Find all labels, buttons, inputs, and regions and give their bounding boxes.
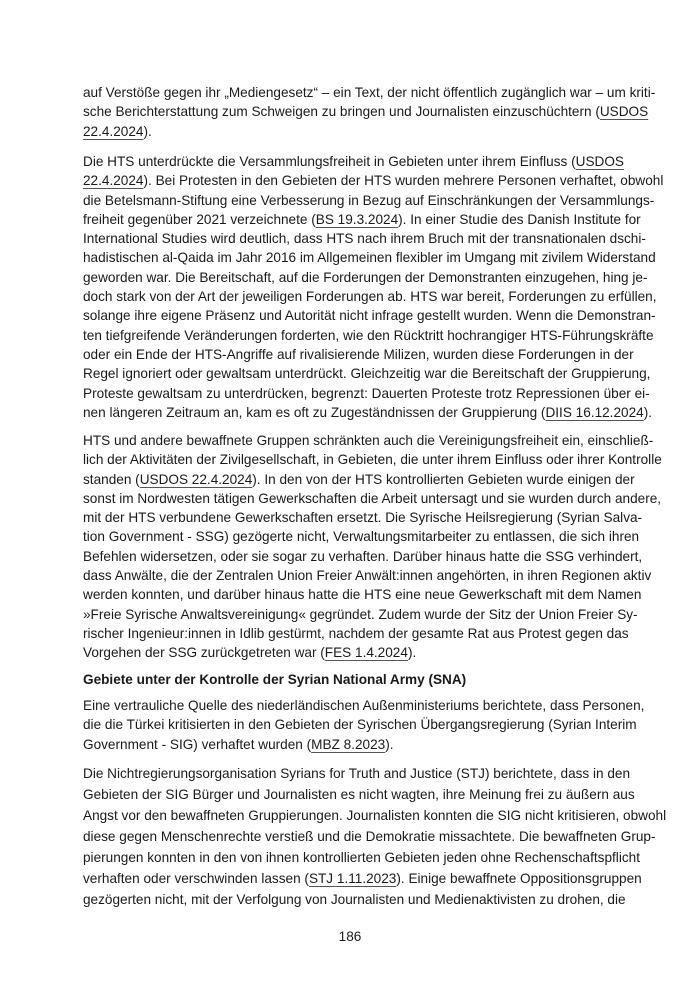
paragraph-association-freedom: [83, 431, 662, 663]
text-line: [83, 384, 650, 403]
text-segment: solange ihre eigene Präsenz und Autorität nicht infrage gestellt wurden. Wenn die Demonstran-: [83, 308, 656, 324]
text-segment: Die Nichtregierungsorganisation Syrians for Truth and Justice (STJ) berichtete, dass in den: [83, 766, 631, 781]
text-line: [83, 83, 656, 102]
source-citation-link[interactable]: BS 19.3.2024: [315, 211, 399, 227]
text-line: [83, 248, 656, 267]
text-segment: pierungen konnten in den von ihnen kontrollierten Gebieten jeden ohne Rechenschaftspflicht: [83, 850, 640, 865]
text-segment: ).: [143, 123, 152, 139]
text-line: [83, 152, 624, 171]
source-citation-link[interactable]: USDOS 22.4.2024: [139, 471, 253, 487]
text-line: [83, 403, 653, 422]
text-line: [83, 889, 626, 910]
text-segment: standen (: [83, 471, 140, 487]
text-segment: sonst im Nordwesten tätigen Gewerkschaften die Arbeit untersagt und sie wurden durch andere,: [83, 490, 662, 506]
text-segment: gezögerten nicht, mit der Verfolgung von Journalisten und Medienaktivisten zu drohen, die: [83, 892, 626, 907]
text-segment: ).: [643, 404, 653, 420]
text-line: [83, 306, 656, 325]
text-segment: sche Berichterstattung zum Schweigen zu bringen und Journalisten einzuschüchtern (: [83, 104, 600, 120]
text-segment: ). Einige bewaffnete Oppositionsgruppen: [396, 871, 642, 886]
text-line: [83, 566, 652, 585]
text-line: [83, 489, 662, 508]
text-line: [83, 735, 618, 754]
text-line: [83, 605, 638, 624]
text-segment: dass Anwälte, die der Zentralen Union Freier Anwält:innen angehörten, in ihren Regionen aktiv: [83, 568, 652, 584]
text-segment: verhaften oder verschwinden lassen (: [83, 871, 309, 886]
text-segment: Eine vertrauliche Quelle des niederländischen Außenministeriums berichtete, dass Personen,: [83, 698, 645, 713]
text-line: [83, 527, 640, 546]
text-segment: HTS und andere bewaffnete Gruppen schränkten auch die Vereinigungsfreiheit ein, einschließ-: [83, 433, 654, 448]
paragraph-sig-arrests: [83, 696, 645, 754]
text-line: [83, 191, 655, 210]
text-line: [83, 585, 642, 604]
text-segment: Government - SIG) verhaftet wurden (: [83, 736, 312, 752]
paragraph-stj-report: [83, 763, 667, 910]
text-segment: nen längeren Zeitraum an, kam es oft zu Zugeständnissen der Gruppierung (: [83, 404, 546, 420]
text-segment: die Betelsmann-Stiftung eine Verbesserung in Bezug auf Einschränkungen der Versammlungs-: [83, 192, 655, 208]
text-line: [83, 431, 654, 450]
text-segment: Befehlen widersetzen, oder sie sogar zu verhaften. Darüber hinaus hatte die SSG verhindert,: [83, 548, 643, 564]
text-line: [83, 763, 631, 784]
source-citation-link[interactable]: FES 1.4.2024: [324, 645, 408, 661]
source-citation-link[interactable]: STJ 1.11.2023: [308, 871, 397, 886]
text-line: [83, 345, 634, 364]
text-line: [83, 450, 662, 469]
paragraph-assembly-freedom: [83, 152, 664, 422]
text-line: [83, 847, 640, 868]
section-heading: Gebiete unter der Kontrolle der Syrian National Army (SNA): [83, 672, 467, 687]
text-segment: geworden war. Die Bereitschaft, auf die Forderungen der Demonstranten einzugehen, hing je-: [83, 269, 648, 285]
paragraph-media-law: [83, 83, 656, 141]
text-line: [83, 715, 637, 734]
text-line: [83, 547, 643, 566]
text-segment: Gebieten der SIG Bürger und Journalisten es nicht wagten, ihre Meinung frei zu äußern aus: [83, 787, 635, 802]
text-segment: International Studies wird deutlich, dass HTS nach ihrem Bruch mit der transnationalen dschi-: [83, 231, 646, 247]
text-segment: hadistischen al-Qaida im Jahr 2016 im Allgemeinen flexibler im Umgang mit zivilem Widerstand: [83, 250, 656, 266]
text-segment: ). In den von der HTS kontrollierten Gebieten wurde einigen der: [252, 471, 635, 487]
text-segment: oder ein Ende der HTS-Angriffe auf rivalisierende Milizen, wurden diese Forderungen in der: [83, 346, 634, 362]
text-segment: auf Verstöße gegen ihr „Mediengesetz“ – ein Text, der nicht öffentlich zugänglich war – um kriti-: [83, 85, 656, 100]
source-citation-link[interactable]: MBZ 8.2023: [311, 736, 386, 752]
text-line: [83, 364, 651, 383]
text-segment: ).: [385, 736, 394, 752]
text-line: [83, 102, 649, 121]
text-line: [83, 122, 618, 141]
text-segment: tion Government - SSG) gezögerte nicht, Verwaltungsmitarbeiter zu entlassen, die sich ihren: [83, 529, 640, 545]
text-line: [83, 210, 641, 229]
text-segment: werden konnten, und darüber hinaus hatte die HTS eine neue Gewerkschaft mit dem Namen: [83, 587, 642, 603]
text-segment: rischer Ingenieur:innen in Idlib gestürmt, nachdem der gesamte Rat aus Protest gegen das: [83, 625, 629, 641]
text-segment: freiheit gegenüber 2021 verzeichnete (: [83, 211, 316, 227]
text-segment: ten tiefgreifende Veränderungen forderten, wie den Rücktritt hochrangiger HTS-Führungskräfte: [83, 327, 654, 343]
text-segment: doch stark von der Art der jeweiligen Forderungen ab. HTS war bereit, Forderungen zu erfüllen,: [83, 289, 657, 305]
text-line: [83, 326, 654, 345]
source-citation-link[interactable]: DIIS 16.12.2024: [545, 404, 644, 420]
text-line: [83, 826, 656, 847]
text-line: [83, 171, 664, 190]
text-line: [83, 643, 618, 662]
text-line: [83, 287, 657, 306]
text-segment: Die HTS unterdrückte die Versammlungsfreiheit in Gebieten unter ihrem Einfluss (: [83, 154, 576, 169]
text-line: [83, 868, 642, 889]
text-line: [83, 624, 629, 643]
text-segment: ). In einer Studie des Danish Institute for: [398, 211, 641, 227]
text-segment: die die Türkei kritisierten in den Gebieten der Syrischen Übergangsregierung (Syrian Interim: [83, 717, 637, 733]
text-line: [83, 696, 645, 715]
source-citation-link[interactable]: USDOS: [599, 104, 649, 120]
text-segment: ).: [407, 645, 417, 661]
text-segment: ). Bei Protesten in den Gebieten der HTS wurden mehrere Personen verhaftet, obwohl: [143, 173, 664, 189]
text-segment: »Freie Syrische Anwaltsvereinigung« gegründet. Zudem wurde der Sitz der Union Freier Sy-: [83, 606, 638, 622]
text-line: [83, 470, 635, 489]
text-segment: Regel ignoriert oder gewaltsam unterdrückt. Gleichzeitig war die Bereitschaft der Gruppierung,: [83, 366, 651, 382]
text-line: [83, 268, 648, 287]
text-line: [83, 508, 643, 527]
page-number: 186: [338, 929, 362, 944]
source-citation-link[interactable]: 22.4.2024: [83, 173, 144, 189]
source-citation-link[interactable]: 22.4.2024: [83, 123, 144, 139]
text-segment: mit der HTS verbundene Gewerkschaften ersetzt. Die Syrische Heilsregierung (Syrian Salva-: [83, 510, 643, 526]
text-segment: Vorgehen der SSG zurückgetreten war (: [83, 645, 325, 661]
text-line: [83, 805, 667, 826]
text-segment: Proteste gewaltsam zu unterdrücken, begrenzt: Dauerten Proteste trotz Repressionen über ei-: [83, 385, 650, 401]
text-line: [83, 229, 646, 248]
text-segment: diese gegen Menschenrechte verstieß und die Demokratie missachtete. Die bewaffneten Grup-: [83, 829, 656, 844]
text-line: [83, 784, 635, 805]
source-citation-link[interactable]: USDOS: [575, 154, 624, 169]
text-segment: Angst vor den bewaffneten Gruppierungen. Journalisten konnten die SIG nicht kritisieren, obwohl: [83, 808, 667, 823]
text-segment: lich der Aktivitäten der Zivilgesellschaft, in Gebieten, die unter ihrem Einfluss oder ihrer Kontrolle: [83, 452, 662, 468]
